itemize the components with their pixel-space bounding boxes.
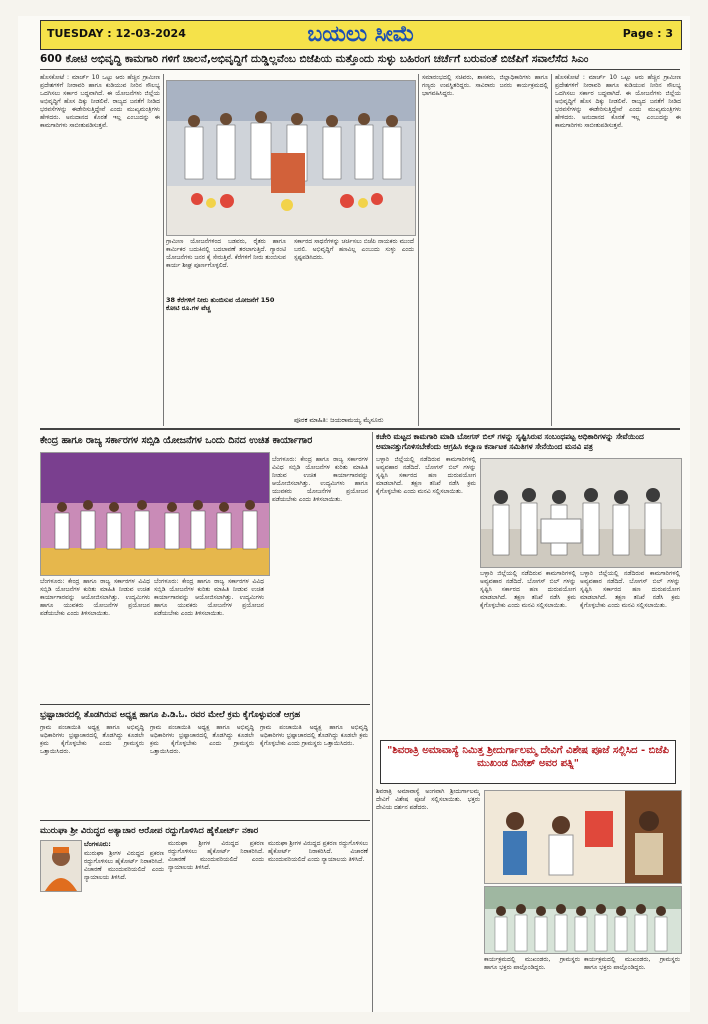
- column-rule: [551, 74, 552, 426]
- article-column: ಬಳ್ಳಾರಿ ಜಿಲ್ಲೆಯಲ್ಲಿ ನಡೆದಿರುವ ಕಾಮಗಾರಿಗಳಲ್ಲಿ ಅವ್ಯವಹಾರ ನಡೆದಿದೆ. ಬೋಗಸ್ ಬಿಲ್ ಗಳನ್ನು ಸೃಷ್ಟಿಸಿ ಸರ್ಕಾರದ ಹಣ ದುರುಪಯೋಗ ಮಾಡಲಾಗಿದೆ. ತಕ್ಷಣ ತನಿಖೆ ನಡೆಸಿ ಕ್ರಮ ಕೈಗೊಳ್ಳಬೇಕು ಎಂದು ಮನವಿ ಸಲ್ಲಿಸಲಾಯಿತು.: [580, 570, 680, 609]
- temple-illustration: [485, 791, 681, 883]
- group-illustration: [485, 887, 681, 953]
- workshop-photo: [40, 452, 270, 576]
- portrait-illustration: [41, 841, 81, 891]
- article-column: ಬೆಂಗಳೂರು: ಕೇಂದ್ರ ಹಾಗೂ ರಾಜ್ಯ ಸರ್ಕಾರಗಳ ವಿವಿಧ ಸಬ್ಸಿಡಿ ಯೋಜನೆಗಳ ಕುರಿತು ಮಾಹಿತಿ ನೀಡುವ ಉಚಿತ ಕಾರ್ಯಾಗಾರವನ್ನು ಆಯೋಜಿಸಲಾಗಿತ್ತು. ಉದ್ಯಮಿಗಳು ಹಾಗೂ ಯುವಕರು ಯೋಜನೆಗಳ ಪ್ರಯೋಜನ ಪಡೆಯಬೇಕು ಎಂದು ತಿಳಿಸಲಾಯಿತು.: [40, 578, 150, 617]
- column-rule: [372, 432, 373, 1012]
- article-column: ಹೊಸಕೋಟೆ : ಮಾರ್ಚ್ 10 ಒಟ್ಟು ಆರು ಹೆಚ್ಚಿನ ಗ್ರಾಮೀಣ ಪ್ರದೇಶಗಳಿಗೆ ನೀರಾವರಿ ಹಾಗೂ ಕುಡಿಯುವ ನೀರಿನ ಸೌಲಭ್ಯ ಒದಗಿಸಲು ಸರ್ಕಾರ ಬದ್ಧವಾಗಿದೆ. ಈ ಯೋಜನೆಗಳು ಜಿಲ್ಲೆಯ ಅಭಿವೃದ್ಧಿಗೆ ಹೊಸ ದಿಕ್ಕು ನೀಡಲಿವೆ. ರಾಜ್ಯದ ಜನತೆಗೆ ನೀಡಿದ ಭರವಸೆಗಳನ್ನು ಈಡೇರಿಸುತ್ತಿದ್ದೇವೆ ಎಂದು ಮುಖ್ಯಮಂತ್ರಿಗಳು ಹೇಳಿದರು. ಅನುದಾನದ ಕೊರತೆ ಇಲ್ಲ ಎಂಬುದನ್ನು ಈ ಕಾಮಗಾರಿಗಳು ಸಾಬೀತುಪಡಿಸುತ್ತವೆ.: [40, 74, 160, 129]
- memorandum-photo: [480, 458, 682, 568]
- article-column: ಕಾರ್ಯಕ್ರಮದಲ್ಲಿ ಮುಖಂಡರು, ಗ್ರಾಮಸ್ಥರು ಹಾಗೂ ಭಕ್ತರು ಪಾಲ್ಗೊಂಡಿದ್ದರು.: [484, 956, 580, 971]
- court-headline: ಮುರುಘಾ ಶ್ರೀ ವಿರುದ್ಧದ ಅತ್ಯಾಚಾರ ಆರೋಪ ರದ್ದುಗೊಳಿಸಿದ ಹೈಕೋರ್ಟ್ ನಕಾರ: [40, 826, 259, 836]
- newspaper-title: ಬಯಲು ಸೀಮೆ: [307, 22, 415, 47]
- stage-illustration: [167, 81, 415, 235]
- top-headline: 600 ಕೋಟಿ ಅಭಿವೃದ್ಧಿ ಕಾಮಗಾರಿ ಗಳಿಗೆ ಚಾಲನೆ,ಅಭಿವೃದ್ಧಿಗೆ ದುಡ್ಡಿಲ್ಲವೆಂಬ ಬಿಜೆಪಿಯ ಮತ್ತೊಂದು ಸುಳ್ಳು ಬಹಿರಂಗ ಚರ್ಚೆಗೆ ಬರುವಂತೆ ಬಿಜೆಪಿಗೆ ಸವಾಲೆಸೆದ ಸಿಎಂ: [40, 53, 589, 65]
- article-column: ಬೆಂಗಳೂರು: ಕೇಂದ್ರ ಹಾಗೂ ರಾಜ್ಯ ಸರ್ಕಾರಗಳ ವಿವಿಧ ಸಬ್ಸಿಡಿ ಯೋಜನೆಗಳ ಕುರಿತು ಮಾಹಿತಿ ನೀಡುವ ಉಚಿತ ಕಾರ್ಯಾಗಾರವನ್ನು ಆಯೋಜಿಸಲಾಗಿತ್ತು. ಉದ್ಯಮಿಗಳು ಹಾಗೂ ಯುವಕರು ಯೋಜನೆಗಳ ಪ್ರಯೋಜನ ಪಡೆಯಬೇಕು ಎಂದು ತಿಳಿಸಲಾಯಿತು.: [154, 578, 264, 617]
- court-dateline: ಬೆಂಗಳೂರು:: [84, 840, 111, 848]
- workshop-illustration: [41, 453, 269, 575]
- masthead: [40, 20, 682, 50]
- divider: [40, 820, 370, 821]
- memorandum-headline: ಕಚೇರಿ ಮಟ್ಟದ ಕಾಮಗಾರಿ ಮಾಡಿ ಬೋಗಸ್ ಬಿಲ್ ಗಳನ್ನು ಸೃಷ್ಟಿಸಿರುವ ಸಂಬಂಧಪಟ್ಟ ಅಧಿಕಾರಿಗಳನ್ನು ಸೇವೆಯಿಂದ ಅಮಾನತ್ತುಗೊಳಿಸಬೇಕೆಂದು ಆಗ್ರಹಿಸಿ ಕಲ್ಯಾಣ ಕರ್ನಾಟಕ ಸಮಿತಿಗಳ ಸೇನೆಯಿಂದ ಮನವಿ ಪತ್ರ: [376, 432, 644, 451]
- group-photo: [484, 886, 682, 954]
- column-rule: [418, 74, 419, 426]
- sub-caption: 38 ಕೆರೆಗಳಿಗೆ ನೀರು ತುಂಬಿಸುವ ಯೋಜನೆಗೆ 150 ಕೋಟಿ ರೂ.ಗಳ ವೆಚ್ಚ: [166, 296, 275, 312]
- memorandum-illustration: [481, 459, 681, 567]
- pooja-headline-box: "ಶಿವರಾತ್ರಿ ಅಮಾವಾಸ್ಯೆ ನಿಮಿತ್ತ ಶ್ರೀದುರ್ಗಾಲಮ್ಮ ದೇವಿಗೆ ವಿಶೇಷ ಪೂಜೆ ಸಲ್ಲಿಸಿದ - ಬಿಜೆಪಿ ಮುಖಂಡ ದಿನೇಶ್ ಅವರ ಪತ್ನಿ": [380, 740, 676, 784]
- workshop-headline: ಕೇಂದ್ರ ಹಾಗೂ ರಾಜ್ಯ ಸರ್ಕಾರಗಳ ಸಬ್ಸಿಡಿ ಯೋಜನೆಗಳ ಒಂದು ದಿನದ ಉಚಿತ ಕಾರ್ಯಾಗಾರ: [40, 435, 313, 446]
- article-column: ಬಳ್ಳಾರಿ ಜಿಲ್ಲೆಯಲ್ಲಿ ನಡೆದಿರುವ ಕಾಮಗಾರಿಗಳಲ್ಲಿ ಅವ್ಯವಹಾರ ನಡೆದಿದೆ. ಬೋಗಸ್ ಬಿಲ್ ಗಳನ್ನು ಸೃಷ್ಟಿಸಿ ಸರ್ಕಾರದ ಹಣ ದುರುಪಯೋಗ ಮಾಡಲಾಗಿದೆ. ತಕ್ಷಣ ತನಿಖೆ ನಡೆಸಿ ಕ್ರಮ ಕೈಗೊಳ್ಳಬೇಕು ಎಂದು ಮನವಿ ಸಲ್ಲಿಸಲಾಯಿತು.: [376, 456, 476, 495]
- article-column: ಕಾರ್ಯಕ್ರಮದಲ್ಲಿ ಮುಖಂಡರು, ಗ್ರಾಮಸ್ಥರು ಹಾಗೂ ಭಕ್ತರು ಪಾಲ್ಗೊಂಡಿದ್ದರು.: [584, 956, 680, 971]
- column-rule: [163, 74, 164, 426]
- article-column: ಬಳ್ಳಾರಿ ಜಿಲ್ಲೆಯಲ್ಲಿ ನಡೆದಿರುವ ಕಾಮಗಾರಿಗಳಲ್ಲಿ ಅವ್ಯವಹಾರ ನಡೆದಿದೆ. ಬೋಗಸ್ ಬಿಲ್ ಗಳನ್ನು ಸೃಷ್ಟಿಸಿ ಸರ್ಕಾರದ ಹಣ ದುರುಪಯೋಗ ಮಾಡಲಾಗಿದೆ. ತಕ್ಷಣ ತನಿಖೆ ನಡೆಸಿ ಕ್ರಮ ಕೈಗೊಳ್ಳಬೇಕು ಎಂದು ಮನವಿ ಸಲ್ಲಿಸಲಾಯಿತು.: [480, 570, 576, 609]
- article-column: ಗ್ರಾಮ ಪಂಚಾಯಿತಿ ಅಧ್ಯಕ್ಷ ಹಾಗೂ ಅಭಿವೃದ್ಧಿ ಅಧಿಕಾರಿಗಳು ಭ್ರಷ್ಟಾಚಾರದಲ್ಲಿ ತೊಡಗಿದ್ದು ಕೂಡಲೇ ಕ್ರಮ ಕೈಗೊಳ್ಳಬೇಕು ಎಂದು ಗ್ರಾಮಸ್ಥರು ಒತ್ತಾಯಿಸಿದರು.: [260, 724, 368, 747]
- issue-date: TUESDAY : 12-03-2024: [47, 27, 186, 40]
- event-photo: [166, 80, 416, 236]
- article-column: ಗ್ರಾಮ ಪಂಚಾಯಿತಿ ಅಧ್ಯಕ್ಷ ಹಾಗೂ ಅಭಿವೃದ್ಧಿ ಅಧಿಕಾರಿಗಳು ಭ್ರಷ್ಟಾಚಾರದಲ್ಲಿ ತೊಡಗಿದ್ದು ಕೂಡಲೇ ಕ್ರಮ ಕೈಗೊಳ್ಳಬೇಕು ಎಂದು ಗ್ರಾಮಸ್ಥರು ಒತ್ತಾಯಿಸಿದರು.: [150, 724, 254, 755]
- article-column: ಬೆಂಗಳೂರು: ಕೇಂದ್ರ ಹಾಗೂ ರಾಜ್ಯ ಸರ್ಕಾರಗಳ ವಿವಿಧ ಸಬ್ಸಿಡಿ ಯೋಜನೆಗಳ ಕುರಿತು ಮಾಹಿತಿ ನೀಡುವ ಉಚಿತ ಕಾರ್ಯಾಗಾರವನ್ನು ಆಯೋಜಿಸಲಾಗಿತ್ತು. ಉದ್ಯಮಿಗಳು ಹಾಗೂ ಯುವಕರು ಯೋಜನೆಗಳ ಪ್ರಯೋಜನ ಪಡೆಯಬೇಕು ಎಂದು ತಿಳಿಸಲಾಯಿತು.: [272, 456, 368, 503]
- newspaper-page: [18, 16, 690, 1012]
- divider: [40, 69, 680, 70]
- article-column: ಶಿವರಾತ್ರಿ ಅಮಾವಾಸ್ಯೆ ಅಂಗವಾಗಿ ಶ್ರೀದುರ್ಗಾಲಮ್ಮ ದೇವಿಗೆ ವಿಶೇಷ ಪೂಜೆ ಸಲ್ಲಿಸಲಾಯಿತು. ಭಕ್ತರು ದೇವಿಯ ದರ್ಶನ ಪಡೆದರು.: [376, 788, 480, 811]
- article-column: ಸಮಾರಂಭದಲ್ಲಿ ಸಚಿವರು, ಶಾಸಕರು, ಜಿಲ್ಲಾಧಿಕಾರಿಗಳು ಹಾಗೂ ಗಣ್ಯರು ಉಪಸ್ಥಿತರಿದ್ದರು. ಸಾವಿರಾರು ಜನರು ಕಾರ್ಯಕ್ರಮದಲ್ಲಿ ಭಾಗವಹಿಸಿದ್ದರು.: [422, 74, 548, 97]
- divider: [40, 428, 680, 430]
- page-number: Page : 3: [622, 27, 673, 40]
- article-column: ಹೊಸಕೋಟೆ : ಮಾರ್ಚ್ 10 ಒಟ್ಟು ಆರು ಹೆಚ್ಚಿನ ಗ್ರಾಮೀಣ ಪ್ರದೇಶಗಳಿಗೆ ನೀರಾವರಿ ಹಾಗೂ ಕುಡಿಯುವ ನೀರಿನ ಸೌಲಭ್ಯ ಒದಗಿಸಲು ಸರ್ಕಾರ ಬದ್ಧವಾಗಿದೆ. ಈ ಯೋಜನೆಗಳು ಜಿಲ್ಲೆಯ ಅಭಿವೃದ್ಧಿಗೆ ಹೊಸ ದಿಕ್ಕು ನೀಡಲಿವೆ. ರಾಜ್ಯದ ಜನತೆಗೆ ನೀಡಿದ ಭರವಸೆಗಳನ್ನು ಈಡೇರಿಸುತ್ತಿದ್ದೇವೆ ಎಂದು ಮುಖ್ಯಮಂತ್ರಿಗಳು ಹೇಳಿದರು. ಅನುದಾನದ ಕೊರತೆ ಇಲ್ಲ ಎಂಬುದನ್ನು ಈ ಕಾಮಗಾರಿಗಳು ಸಾಬೀತುಪಡಿಸುತ್ತವೆ.: [555, 74, 681, 129]
- article-column: ಗ್ರಾಮೀಣ ಯೋಜನೆಗಳಿಂದ ಬಡವರು, ರೈತರು ಹಾಗೂ ಕಾರ್ಮಿಕರ ಬದುಕಿನಲ್ಲಿ ಬದಲಾವಣೆ ತರಲಾಗುತ್ತಿದೆ. ಗ್ಯಾರಂಟಿ ಯೋಜನೆಗಳು ಜನರ ಕೈ ಸೇರುತ್ತಿವೆ. ಕೆರೆಗಳಿಗೆ ನೀರು ತುಂಬಿಸುವ ಕಾರ್ಯ ಶೀಘ್ರ ಪೂರ್ಣಗೊಳ್ಳಲಿದೆ.: [166, 238, 286, 269]
- article-column: ಮುರುಘಾ ಶ್ರೀಗಳ ವಿರುದ್ಧದ ಪ್ರಕರಣ ರದ್ದುಗೊಳಿಸಲು ಹೈಕೋರ್ಟ್ ನಿರಾಕರಿಸಿದೆ. ವಿಚಾರಣೆ ಮುಂದುವರಿಯಲಿದೆ ಎಂದು ನ್ಯಾಯಾಲಯ ತಿಳಿಸಿದೆ.: [168, 840, 264, 871]
- corruption-headline: ಭ್ರಷ್ಟಾಚಾರದಲ್ಲಿ ತೊಡಗಿರುವ ಅಧ್ಯಕ್ಷ ಹಾಗೂ ಪಿ.ಡಿ.ಓ. ರವರ ಮೇಲೆ ಕ್ರಮ ಕೈಗೊಳ್ಳುವಂತೆ ಆಗ್ರಹ: [40, 710, 301, 720]
- article-column: ಮುರುಘಾ ಶ್ರೀಗಳ ವಿರುದ್ಧದ ಪ್ರಕರಣ ರದ್ದುಗೊಳಿಸಲು ಹೈಕೋರ್ಟ್ ನಿರಾಕರಿಸಿದೆ. ವಿಚಾರಣೆ ಮುಂದುವರಿಯಲಿದೆ ಎಂದು ನ್ಯಾಯಾಲಯ ತಿಳಿಸಿದೆ.: [84, 850, 164, 881]
- article-column: ಮುರುಘಾ ಶ್ರೀಗಳ ವಿರುದ್ಧದ ಪ್ರಕರಣ ರದ್ದುಗೊಳಿಸಲು ಹೈಕೋರ್ಟ್ ನಿರಾಕರಿಸಿದೆ. ವಿಚಾರಣೆ ಮುಂದುವರಿಯಲಿದೆ ಎಂದು ನ್ಯಾಯಾಲಯ ತಿಳಿಸಿದೆ.: [268, 840, 368, 863]
- article-column: ಸರ್ಕಾರದ ಸಾಧನೆಗಳನ್ನು ಚರ್ಚಿಸಲು ಬಿಜೆಪಿ ನಾಯಕರು ಮುಂದೆ ಬರಲಿ. ಅಭಿವೃದ್ಧಿಗೆ ಹಣವಿಲ್ಲ ಎಂಬುದು ಸುಳ್ಳು ಎಂದು ಸ್ಪಷ್ಟಪಡಿಸಿದರು.: [294, 238, 414, 261]
- temple-photo: [484, 790, 682, 884]
- seer-photo: [40, 840, 82, 892]
- divider: [40, 704, 370, 705]
- article-column: ಗ್ರಾಮ ಪಂಚಾಯಿತಿ ಅಧ್ಯಕ್ಷ ಹಾಗೂ ಅಭಿವೃದ್ಧಿ ಅಧಿಕಾರಿಗಳು ಭ್ರಷ್ಟಾಚಾರದಲ್ಲಿ ತೊಡಗಿದ್ದು ಕೂಡಲೇ ಕ್ರಮ ಕೈಗೊಳ್ಳಬೇಕು ಎಂದು ಗ್ರಾಮಸ್ಥರು ಒತ್ತಾಯಿಸಿದರು.: [40, 724, 144, 755]
- report-credit: ಪೂರಕ ಮಾಹಿತಿ: ಜಯರಾಮಯ್ಯ ಮೈಸೂರು: [294, 416, 384, 424]
